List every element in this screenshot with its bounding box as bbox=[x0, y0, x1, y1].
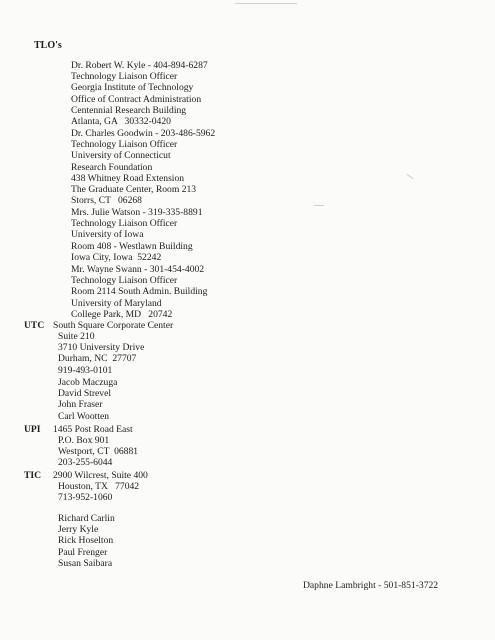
tlo-contact-2 bbox=[71, 128, 215, 206]
contact-line: Storrs, CT 06268 bbox=[71, 195, 142, 207]
tic-people bbox=[58, 513, 115, 569]
contact-line: Technology Liaison Officer bbox=[71, 139, 178, 151]
utc-label: UTC bbox=[24, 320, 45, 331]
utc-address-line: 919-493-0101 bbox=[58, 364, 113, 376]
contact-line: Office of Contract Administration bbox=[71, 93, 202, 105]
tic-person: Rick Hoselton bbox=[58, 535, 114, 547]
footer-contact: Daphne Lambright - 501-851-3722 bbox=[303, 580, 439, 591]
contact-line: Technology Liaison Officer bbox=[71, 218, 178, 230]
utc-people bbox=[58, 377, 117, 422]
tlo-contact-1 bbox=[71, 60, 208, 127]
upi-label: UPI bbox=[24, 424, 41, 435]
contact-line: Research Foundation bbox=[71, 161, 153, 173]
upi-address-line: P.O. Box 901 bbox=[58, 435, 110, 446]
upi-first-line: 1465 Post Road East bbox=[53, 424, 133, 435]
contact-line: Georgia Institute of Technology bbox=[71, 82, 194, 94]
tic-person: Paul Frenger bbox=[58, 546, 108, 558]
upi-address bbox=[58, 435, 138, 469]
utc-person: David Strevel bbox=[58, 388, 112, 400]
tlo-heading: TLO's bbox=[34, 40, 62, 51]
tic-person: Jerry Kyle bbox=[58, 524, 99, 536]
tlo-contact-4 bbox=[71, 264, 207, 320]
scan-mark-right-dash bbox=[314, 205, 324, 206]
scan-mark-right bbox=[406, 174, 413, 179]
upi-address-line: Westport, CT 06881 bbox=[58, 446, 139, 458]
contact-line: Dr. Charles Goodwin - 203-486-5962 bbox=[71, 128, 216, 139]
utc-person: Jacob Maczuga bbox=[58, 377, 118, 388]
utc-address-line: Durham, NC 27707 bbox=[58, 353, 137, 365]
tic-person: Richard Carlin bbox=[58, 513, 115, 524]
contact-line: Dr. Robert W. Kyle - 404-894-6287 bbox=[71, 60, 208, 71]
contact-line: 438 Whitney Road Extension bbox=[71, 172, 185, 184]
utc-person: Carl Wootten bbox=[58, 410, 110, 422]
contact-line: University of Iowa bbox=[71, 229, 144, 241]
scan-mark-top bbox=[235, 3, 297, 4]
contact-line: University of Maryland bbox=[71, 297, 162, 309]
tic-label: TIC bbox=[24, 470, 42, 481]
utc-address bbox=[58, 331, 144, 376]
contact-line: Technology Liaison Officer bbox=[71, 71, 178, 83]
utc-address-line: Suite 210 bbox=[58, 331, 95, 342]
utc-first-line: South Square Corporate Center bbox=[53, 320, 174, 331]
contact-line: Technology Liaison Officer bbox=[71, 275, 178, 287]
contact-line: Mrs. Julie Watson - 319-335-8891 bbox=[71, 207, 203, 218]
upi-address-line: 203-255-6044 bbox=[58, 457, 113, 469]
contact-line: Room 408 - Westlawn Building bbox=[71, 240, 193, 252]
contact-line: Room 2114 South Admin. Building bbox=[71, 286, 208, 298]
contact-line: College Park, MD 20742 bbox=[71, 308, 173, 320]
utc-address-line: 3710 University Drive bbox=[58, 342, 145, 354]
contact-line: Atlanta, GA 30332-0420 bbox=[71, 116, 171, 128]
tic-address-line: 713-952-1060 bbox=[58, 492, 113, 504]
contact-line: Centennial Research Building bbox=[71, 104, 187, 116]
tic-address bbox=[58, 481, 139, 503]
tic-person: Susan Saibara bbox=[58, 557, 113, 569]
utc-person: John Fraser bbox=[58, 399, 103, 411]
tic-first-line: 2900 Wilcrest, Suite 400 bbox=[53, 470, 148, 481]
tlo-contact-3 bbox=[71, 207, 203, 263]
contact-line: Mr. Wayne Swann - 301-454-4002 bbox=[71, 264, 205, 275]
contact-line: University of Connecticut bbox=[71, 150, 171, 162]
tic-address-line: Houston, TX 77042 bbox=[58, 481, 140, 492]
contact-line: Iowa City, Iowa 52242 bbox=[71, 251, 162, 263]
contact-line: The Graduate Center, Room 213 bbox=[71, 184, 197, 196]
